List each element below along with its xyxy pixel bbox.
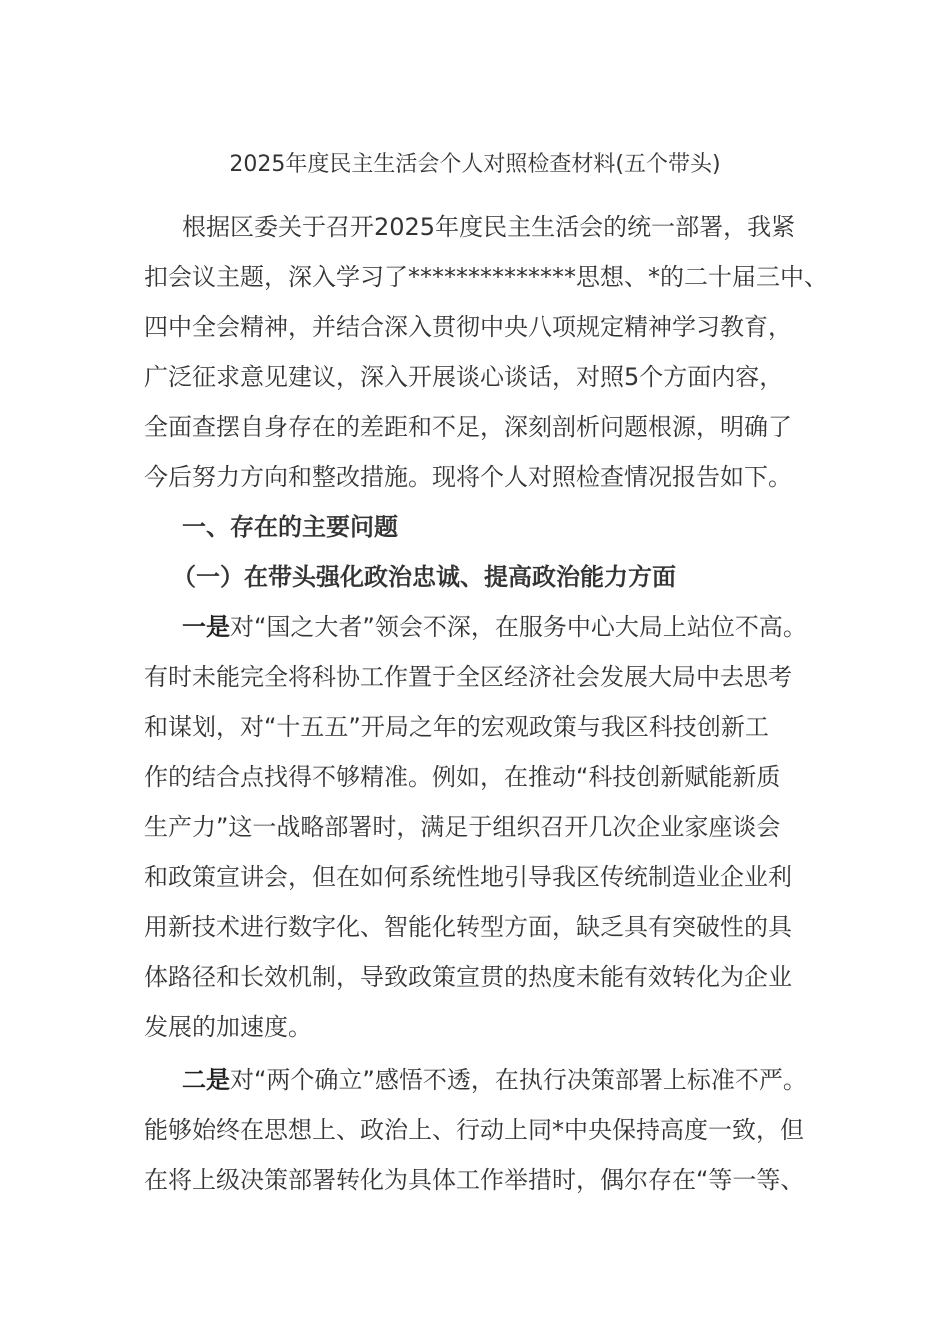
intro-line: 广泛征求意见建议，深入开展谈心谈话，对照5个方面内容， (144, 363, 784, 391)
point-line: 用新技术进行数字化、智能化转型方面，缺乏具有突破性的具 (144, 913, 792, 941)
intro-line: 扣会议主题，深入学习了**************思想、*的二十届三中、 (144, 263, 828, 291)
intro-line: 四中全会精神，并结合深入贯彻中央八项规定精神学习教育， (144, 313, 792, 341)
point-lead: 一是 (182, 613, 230, 641)
point-line: 能够始终在思想上、政治上、行动上同*中央保持高度一致，但 (144, 1116, 804, 1144)
point-line: 在将上级决策部署转化为具体工作举措时，偶尔存在“等一等、 (144, 1166, 805, 1194)
point-text: 对“两个确立”感悟不透，在执行决策部署上标准不严。 (230, 1066, 807, 1094)
point-line: 发展的加速度。 (144, 1013, 312, 1041)
point-first-line (182, 1065, 862, 1095)
subsection-heading: （一）在带头强化政治忠诚、提高政治能力方面 (172, 563, 676, 591)
point-first-line (182, 612, 862, 642)
point-line: 生产力”这一战略部署时，满足于组织召开几次企业家座谈会 (144, 813, 781, 841)
point-line: 作的结合点找得不够精准。例如，在推动“科技创新赋能新质 (144, 763, 781, 791)
point-line: 和谋划，对“十五五”开局之年的宏观政策与我区科技创新工 (144, 713, 769, 741)
section-heading: 一、存在的主要问题 (182, 513, 398, 541)
point-line: 有时未能完全将科协工作置于全区经济社会发展大局中去思考 (144, 663, 792, 691)
intro-line: 全面查摆自身存在的差距和不足，深刻剖析问题根源，明确了 (144, 413, 792, 441)
point-line: 和政策宣讲会，但在如何系统性地引导我区传统制造业企业利 (144, 863, 792, 891)
point-line: 体路径和长效机制，导致政策宣贯的热度未能有效转化为企业 (144, 963, 792, 991)
point-lead: 二是 (182, 1066, 230, 1094)
document-title: 2025年度民主生活会个人对照检查材料(五个带头) (229, 152, 721, 177)
intro-line: 根据区委关于召开2025年度民主生活会的统一部署，我紧 (182, 213, 796, 241)
point-text: 对“国之大者”领会不深，在服务中心大局上站位不高。 (230, 613, 807, 641)
intro-line: 今后努力方向和整改措施。现将个人对照检查情况报告如下。 (144, 463, 792, 491)
